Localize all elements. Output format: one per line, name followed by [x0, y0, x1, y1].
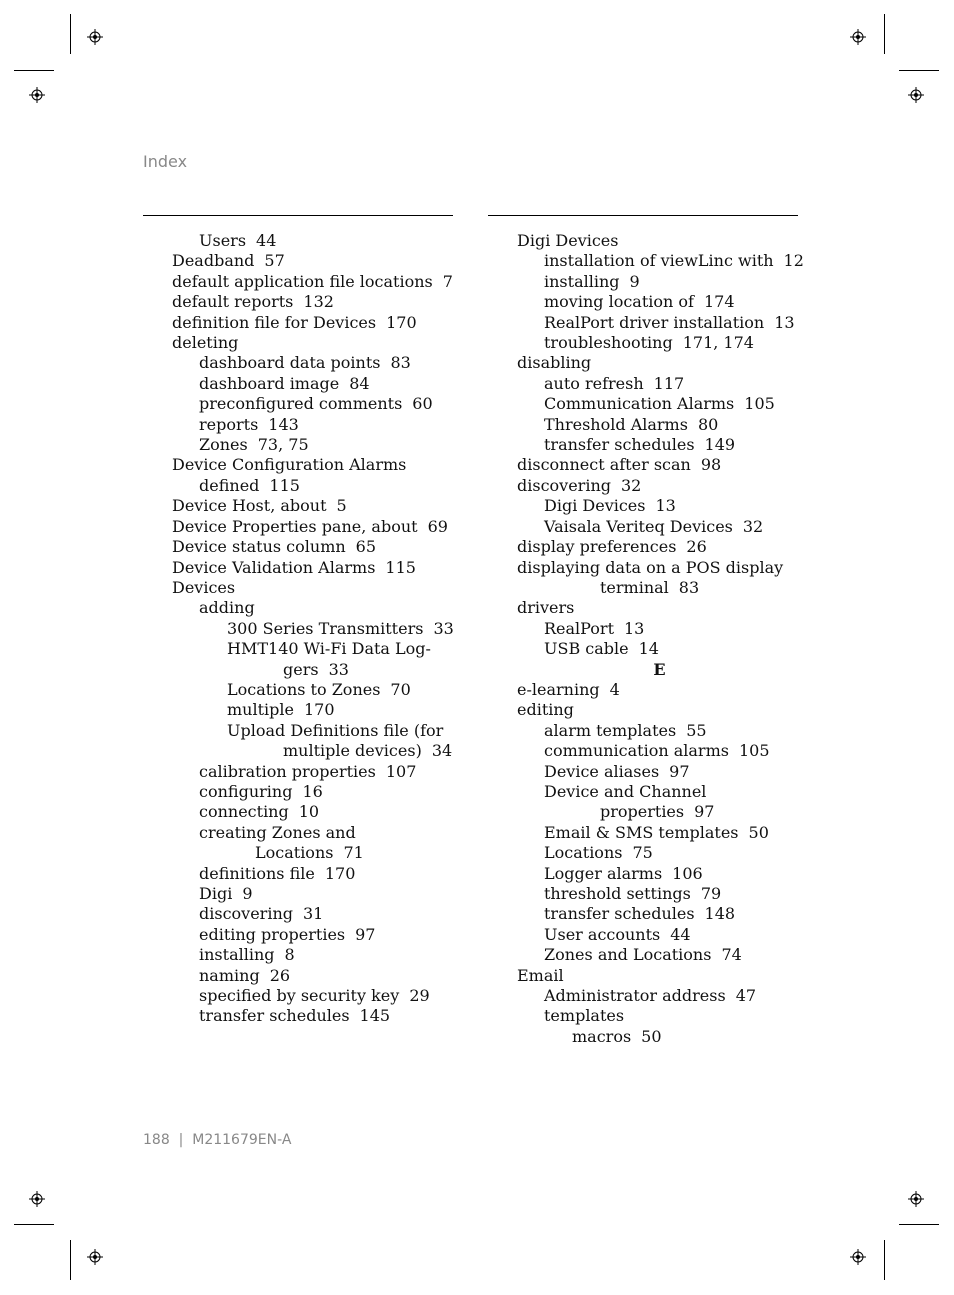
index-term: Logger alarms	[544, 863, 663, 883]
index-term: default application file locations	[172, 271, 433, 291]
index-page-ref: 174	[703, 292, 735, 312]
index-entry	[517, 945, 802, 965]
registration-target-icon	[29, 1191, 45, 1207]
index-term: macros	[572, 1026, 632, 1046]
index-entry	[517, 864, 802, 884]
index-page-ref: 33	[433, 618, 454, 638]
index-term: Locations	[544, 843, 623, 863]
index-entry	[517, 558, 802, 578]
index-term: naming	[199, 965, 260, 985]
index-page-ref: 106	[672, 863, 703, 883]
index-page-ref: 170	[324, 863, 356, 883]
page-footer: 188 | M211679EN-A	[143, 1132, 292, 1148]
index-term: Device Configuration Alarms	[172, 455, 407, 475]
index-term: gers	[283, 659, 319, 679]
index-term: alarm templates	[544, 720, 677, 740]
index-page-ref: 32	[620, 475, 642, 495]
index-term: display preferences	[517, 537, 677, 557]
index-page-ref: 70	[390, 679, 411, 699]
index-entry	[172, 823, 457, 843]
index-term: Zones and Locations	[544, 945, 712, 965]
index-term: configuring	[199, 781, 293, 801]
index-term: installing	[199, 945, 275, 965]
index-entry	[172, 802, 457, 822]
index-term: RealPort	[544, 618, 614, 638]
index-entry	[172, 435, 457, 455]
index-entry	[172, 1006, 457, 1026]
index-term: moving location of	[544, 292, 694, 312]
index-page-ref: 74	[721, 945, 742, 965]
index-page-ref: 115	[385, 557, 416, 577]
index-entry	[517, 741, 802, 761]
index-entry	[517, 578, 802, 598]
index-page-ref: 73, 75	[257, 435, 309, 455]
index-entry	[172, 660, 457, 680]
index-entry	[517, 231, 802, 251]
index-term: properties	[600, 802, 685, 822]
index-entry	[517, 598, 802, 618]
index-term: templates	[544, 1006, 625, 1026]
index-page-ref: 26	[686, 537, 707, 557]
index-page-ref: 105	[744, 394, 775, 414]
index-entry	[172, 700, 457, 720]
index-entry	[517, 455, 802, 475]
index-term: definitions file	[199, 863, 315, 883]
index-entry	[172, 251, 457, 271]
index-term: Zones	[199, 435, 248, 455]
index-page-ref: 50	[748, 822, 769, 842]
index-term: discovering	[199, 904, 293, 924]
index-entry	[172, 537, 457, 557]
index-term: preconfigured comments	[199, 394, 403, 414]
index-entry	[172, 741, 457, 761]
index-term: RealPort driver installation	[544, 312, 765, 332]
index-page-ref: 13	[655, 496, 676, 516]
index-term: terminal	[600, 577, 669, 597]
index-page-ref: 149	[704, 435, 736, 455]
index-page-ref: 32	[742, 516, 764, 536]
index-entry	[172, 496, 457, 516]
index-page-ref: 115	[269, 475, 300, 495]
index-page-ref: 33	[328, 659, 349, 679]
index-page-ref: 44	[256, 231, 277, 250]
index-page-ref: 16	[302, 781, 323, 801]
index-term: Email	[517, 965, 564, 985]
index-term: Device status column	[172, 537, 346, 557]
index-term: Users	[199, 231, 247, 250]
index-entry	[172, 619, 457, 639]
index-entry	[172, 925, 457, 945]
index-term: Digi	[199, 884, 233, 903]
column-rule-left	[143, 215, 453, 216]
index-term: installation of viewLinc with	[544, 251, 774, 271]
index-term: transfer schedules	[544, 904, 695, 924]
index-page-ref: 132	[303, 292, 334, 312]
registration-target-icon	[87, 29, 103, 45]
index-page-ref: 29	[409, 986, 430, 1006]
index-page-ref: 44	[670, 924, 691, 944]
index-entry	[172, 374, 457, 394]
index-term: Vaisala Veriteq Devices	[544, 516, 733, 536]
index-entry	[172, 843, 457, 863]
index-term: transfer schedules	[199, 1006, 350, 1026]
index-entry	[172, 292, 457, 312]
index-term: multiple	[227, 700, 294, 720]
index-term: Administrator address	[544, 986, 726, 1006]
index-entry	[172, 415, 457, 435]
index-column-right	[517, 231, 802, 1047]
index-page-ref: 57	[264, 251, 285, 271]
index-entry	[517, 619, 802, 639]
index-entry	[517, 394, 802, 414]
index-entry	[517, 353, 802, 373]
index-page-ref: 71	[343, 843, 364, 863]
index-page-ref: 143	[268, 414, 299, 434]
index-entry	[517, 496, 802, 516]
index-term: disabling	[517, 353, 592, 373]
index-page-ref: 69	[427, 516, 448, 536]
index-term: transfer schedules	[544, 435, 695, 455]
index-page-ref: 84	[349, 373, 370, 393]
index-page-ref: 4	[609, 679, 620, 699]
index-term: auto refresh	[544, 373, 644, 393]
index-term: dashboard image	[199, 373, 340, 393]
index-page-ref: 9	[242, 884, 253, 903]
index-entry	[517, 904, 802, 924]
index-term: HMT140 Wi-Fi Data Log-	[227, 639, 431, 659]
index-page-ref: 55	[686, 720, 707, 740]
index-entry	[172, 333, 457, 353]
index-entry	[517, 333, 802, 353]
column-rule-right	[488, 215, 798, 216]
index-entry	[172, 680, 457, 700]
index-page-ref: 171, 174	[682, 333, 754, 353]
registration-target-icon	[87, 1249, 103, 1265]
index-term: reports	[199, 414, 259, 434]
index-term: User accounts	[544, 924, 661, 944]
index-entry	[517, 313, 802, 333]
index-entry	[517, 925, 802, 945]
index-term: drivers	[517, 598, 575, 618]
index-page-ref: 47	[735, 986, 757, 1006]
index-entry	[172, 517, 457, 537]
index-entry	[172, 313, 457, 333]
index-entry	[517, 476, 802, 496]
index-page-ref: 34	[431, 741, 453, 761]
index-entry	[517, 435, 802, 455]
index-term: threshold settings	[544, 884, 691, 903]
index-page-ref: 13	[624, 618, 645, 638]
index-entry	[172, 394, 457, 414]
index-page-ref: 14	[638, 639, 659, 659]
index-term: e-learning	[517, 679, 600, 699]
index-entry	[517, 374, 802, 394]
index-entry	[172, 231, 457, 251]
index-column-left	[172, 231, 457, 1027]
index-letter: E	[653, 659, 666, 679]
index-term: Deadband	[172, 251, 255, 271]
index-term: Digi Devices	[517, 231, 619, 250]
index-entry	[517, 292, 802, 312]
index-term: editing	[517, 700, 574, 720]
index-term: 300 Series Transmitters	[227, 618, 424, 638]
index-term: defined	[199, 475, 260, 495]
index-entry	[517, 782, 802, 802]
index-letter-heading	[517, 660, 802, 680]
index-entry	[517, 823, 802, 843]
index-term: disconnect after scan	[517, 455, 691, 475]
index-page-ref: 79	[700, 884, 722, 903]
index-term: Device aliases	[544, 761, 660, 781]
index-term: connecting	[199, 802, 289, 822]
index-page-ref: 80	[697, 414, 719, 434]
index-term: communication alarms	[544, 741, 729, 761]
index-page-ref: 83	[678, 577, 700, 597]
index-entry	[172, 884, 457, 904]
index-page-ref: 50	[641, 1026, 662, 1046]
index-term: Threshold Alarms	[544, 414, 688, 434]
index-entry	[172, 721, 457, 741]
index-term: USB cable	[544, 639, 629, 659]
index-term: troubleshooting	[544, 333, 673, 353]
index-term: Device and Channel	[544, 781, 707, 801]
index-entry	[172, 272, 457, 292]
index-term: Device Properties pane, about	[172, 516, 418, 536]
index-page-ref: 26	[269, 965, 291, 985]
index-term: Upload Definitions file (for	[227, 720, 444, 740]
index-term: Communication Alarms	[544, 394, 735, 414]
index-entry	[172, 966, 457, 986]
index-term: default reports	[172, 292, 294, 312]
index-entry	[172, 762, 457, 782]
index-page-ref: 145	[359, 1006, 391, 1026]
index-term: creating Zones and	[199, 822, 356, 842]
registration-target-icon	[908, 1191, 924, 1207]
index-entry	[172, 578, 457, 598]
index-page-ref: 75	[632, 843, 653, 863]
index-entry	[517, 721, 802, 741]
index-term: Digi Devices	[544, 496, 646, 516]
index-entry	[517, 537, 802, 557]
index-entry	[172, 455, 457, 475]
index-entry	[172, 782, 457, 802]
registration-target-icon	[29, 87, 45, 103]
index-entry	[517, 802, 802, 822]
registration-target-icon	[850, 1249, 866, 1265]
index-page-ref: 13	[774, 312, 795, 332]
index-page-ref: 12	[783, 251, 804, 271]
index-term: Locations	[255, 843, 334, 863]
index-entry	[517, 1006, 802, 1026]
index-term: definition file for Devices	[172, 312, 377, 332]
index-entry	[517, 680, 802, 700]
index-entry	[172, 986, 457, 1006]
index-term: Devices	[172, 577, 236, 597]
index-page-ref: 98	[700, 455, 722, 475]
index-term: Device Validation Alarms	[172, 557, 376, 577]
index-entry	[517, 415, 802, 435]
index-term: editing properties	[199, 924, 346, 944]
index-page-ref: 148	[704, 904, 736, 924]
registration-target-icon	[850, 29, 866, 45]
index-term: specified by security key	[199, 986, 400, 1006]
index-page-ref: 117	[653, 373, 685, 393]
index-entry	[172, 558, 457, 578]
index-page-ref: 60	[412, 394, 433, 414]
index-entry	[517, 1027, 802, 1047]
index-entry	[517, 639, 802, 659]
index-entry	[517, 884, 802, 904]
index-entry	[172, 864, 457, 884]
index-page-ref: 83	[390, 353, 411, 373]
index-entry	[517, 762, 802, 782]
index-page-ref: 9	[629, 271, 640, 291]
index-term: installing	[544, 271, 620, 291]
index-term: calibration properties	[199, 761, 376, 781]
index-term: discovering	[517, 475, 611, 495]
index-term: Email & SMS templates	[544, 822, 739, 842]
registration-target-icon	[908, 87, 924, 103]
index-page-ref: 97	[694, 802, 715, 822]
index-term: Device Host, about	[172, 496, 327, 516]
index-entry	[172, 904, 457, 924]
index-entry	[517, 843, 802, 863]
running-header: Index	[143, 152, 188, 171]
index-term: Locations to Zones	[227, 679, 381, 699]
index-entry	[517, 517, 802, 537]
index-page-ref: 7	[442, 271, 453, 291]
index-entry	[517, 272, 802, 292]
index-entry	[172, 476, 457, 496]
index-page-ref: 97	[355, 924, 376, 944]
index-entry	[517, 251, 802, 271]
index-entry	[172, 639, 457, 659]
index-entry	[517, 700, 802, 720]
index-entry	[172, 353, 457, 373]
index-page-ref: 5	[336, 496, 347, 516]
index-entry	[517, 966, 802, 986]
index-page-ref: 8	[284, 945, 295, 965]
index-term: deleting	[172, 333, 239, 353]
index-page-ref: 107	[385, 761, 417, 781]
index-term: displaying data on a POS display	[517, 557, 784, 577]
index-page-ref: 65	[355, 537, 377, 557]
index-term: multiple devices)	[283, 741, 422, 761]
index-entry	[172, 945, 457, 965]
index-page-ref: 105	[738, 741, 770, 761]
index-term: adding	[199, 598, 255, 618]
index-entry	[172, 598, 457, 618]
index-term: dashboard data points	[199, 353, 381, 373]
index-page-ref: 31	[302, 904, 324, 924]
index-page-ref: 10	[298, 802, 320, 822]
index-entry	[517, 986, 802, 1006]
index-page-ref: 170	[303, 700, 335, 720]
index-page-ref: 170	[386, 312, 417, 332]
index-page-ref: 97	[669, 761, 690, 781]
